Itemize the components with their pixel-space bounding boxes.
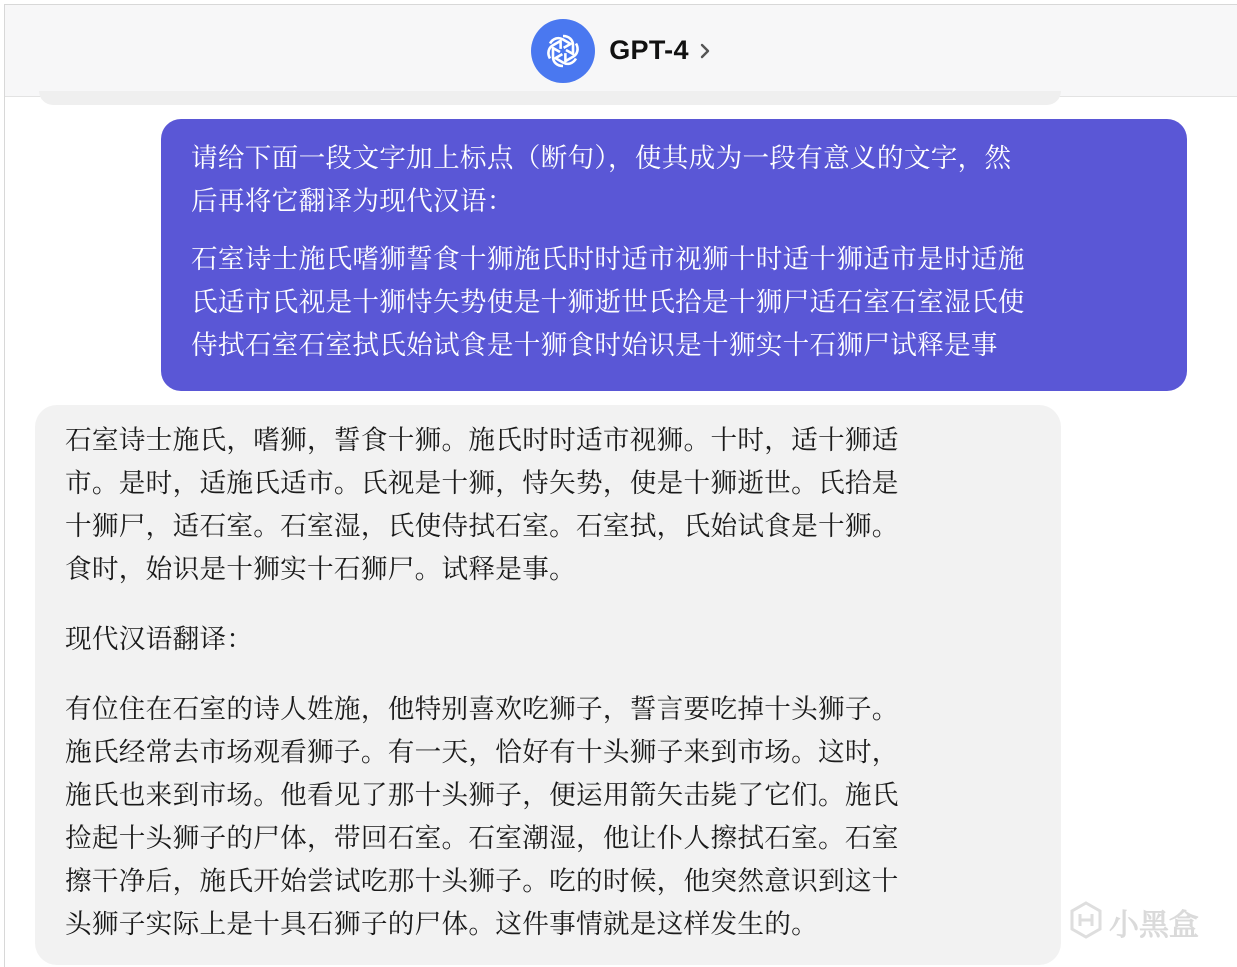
assistant-message-bubble	[35, 405, 1061, 965]
assistant-message-line: 市。是时，适施氏适市。氏视是十狮，恃矢势，使是十狮逝世。氏拾是	[65, 468, 899, 499]
assistant-message-line: 十狮尸，适石室。石室湿，氏使侍拭石室。石室拭，氏始试食是十狮。	[65, 511, 899, 542]
previous-message-bubble	[39, 91, 1061, 105]
user-message-line: 请给下面一段文字加上标点（断句），使其成为一段有意义的文字，然	[191, 143, 1012, 174]
watermark	[1069, 900, 1199, 944]
chat-window	[4, 4, 1237, 967]
user-message-line: 氏适市氏视是十狮恃矢势使是十狮逝世氏拾是十狮尸适石室石室湿氏使	[191, 287, 1025, 318]
user-message-line: 侍拭石室石室拭氏始试食是十狮食时始识是十狮实十石狮尸试释是事	[191, 330, 998, 361]
assistant-message-line: 石室诗士施氏，嗜狮，誓食十狮。施氏时时适市视狮。十时，适十狮适	[65, 425, 899, 456]
assistant-message-line: 有位住在石室的诗人姓施，他特别喜欢吃狮子，誓言要吃掉十头狮子。	[65, 694, 899, 725]
user-message-line: 后再将它翻译为现代汉语：	[191, 186, 514, 217]
assistant-message-line: 施氏经常去市场观看狮子。有一天，恰好有十头狮子来到市场。这时，	[65, 737, 899, 768]
assistant-message-line: 头狮子实际上是十具石狮子的尸体。这件事情就是这样发生的。	[65, 909, 819, 940]
assistant-message-line: 食时，始识是十狮实十石狮尸。试释是事。	[65, 554, 576, 585]
openai-logo-icon	[531, 19, 595, 83]
assistant-message-heading: 现代汉语翻译：	[65, 624, 254, 655]
user-message-line: 石室诗士施氏嗜狮誓食十狮施氏时时适市视狮十时适十狮适市是时适施	[191, 244, 1025, 275]
user-message-bubble	[161, 119, 1187, 391]
assistant-message-line: 捡起十头狮子的尸体，带回石室。石室潮湿，他让仆人擦拭石室。石室	[65, 823, 899, 854]
model-name: GPT-4	[609, 35, 689, 65]
assistant-message-line: 擦干净后，施氏开始尝试吃那十头狮子。吃的时候，他突然意识到这十	[65, 866, 899, 897]
assistant-message-line: 施氏也来到市场。他看见了那十头狮子，便运用箭矢击毙了它们。施氏	[65, 780, 899, 811]
model-selector[interactable]	[531, 19, 711, 83]
watermark-text: 小黑盒	[1109, 908, 1199, 943]
heybox-logo-icon	[1069, 901, 1103, 943]
chat-header	[5, 5, 1237, 97]
chevron-right-icon	[699, 42, 711, 60]
